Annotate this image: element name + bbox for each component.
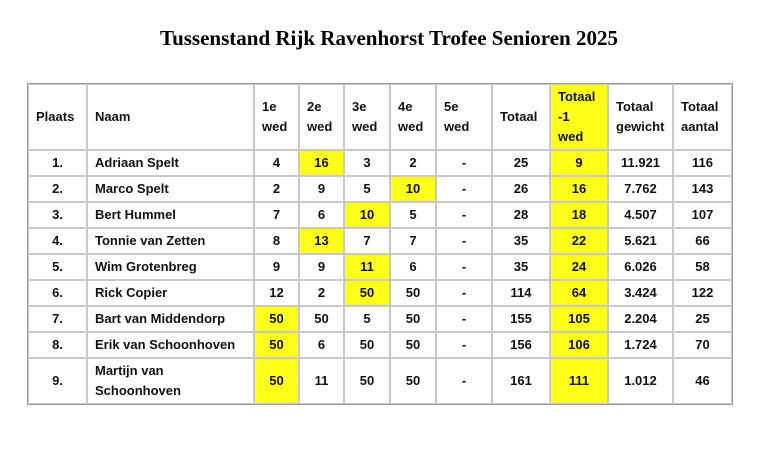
cell-wed-4: 6 — [390, 254, 436, 280]
cell-naam: Bart van Middendorp — [87, 306, 254, 332]
cell-totaal: 155 — [492, 306, 550, 332]
header-totaal-gewicht: Totaal gewicht — [608, 84, 673, 150]
cell-aantal: 70 — [673, 332, 732, 358]
cell-wed-5: - — [436, 228, 492, 254]
cell-wed-4: 50 — [390, 332, 436, 358]
cell-wed-3: 5 — [344, 176, 390, 202]
cell-gewicht: 1.012 — [608, 358, 673, 404]
cell-naam: Bert Hummel — [87, 202, 254, 228]
cell-naam: Tonnie van Zetten — [87, 228, 254, 254]
cell-aantal: 66 — [673, 228, 732, 254]
cell-totaal: 35 — [492, 254, 550, 280]
cell-wed-2: 9 — [299, 176, 344, 202]
header-plaats: Plaats — [28, 84, 87, 150]
cell-plaats: 6. — [28, 280, 87, 306]
cell-wed-4: 50 — [390, 358, 436, 404]
header-totaal-aantal: Totaal aantal — [673, 84, 732, 150]
cell-wed-3: 50 — [344, 332, 390, 358]
cell-wed-2: 11 — [299, 358, 344, 404]
cell-plaats: 1. — [28, 150, 87, 176]
cell-wed-3: 10 — [344, 202, 390, 228]
cell-wed-1: 50 — [254, 306, 299, 332]
cell-wed-1: 8 — [254, 228, 299, 254]
cell-wed-5: - — [436, 202, 492, 228]
cell-totaal-min1: 22 — [550, 228, 608, 254]
cell-gewicht: 4.507 — [608, 202, 673, 228]
cell-wed-1: 50 — [254, 358, 299, 404]
cell-naam: Adriaan Spelt — [87, 150, 254, 176]
cell-wed-5: - — [436, 254, 492, 280]
header-wed-1: 1e wed — [254, 84, 299, 150]
header-totaal-min1: Totaal -1 wed — [550, 84, 608, 150]
cell-totaal-min1: 64 — [550, 280, 608, 306]
cell-wed-5: - — [436, 358, 492, 404]
table-row — [28, 358, 732, 404]
cell-plaats: 2. — [28, 176, 87, 202]
cell-plaats: 4. — [28, 228, 87, 254]
header-naam: Naam — [87, 84, 254, 150]
cell-totaal-min1: 111 — [550, 358, 608, 404]
cell-aantal: 143 — [673, 176, 732, 202]
cell-wed-2: 6 — [299, 332, 344, 358]
cell-wed-2: 16 — [299, 150, 344, 176]
cell-totaal-min1: 16 — [550, 176, 608, 202]
cell-totaal: 35 — [492, 228, 550, 254]
cell-wed-1: 50 — [254, 332, 299, 358]
cell-wed-5: - — [436, 280, 492, 306]
cell-wed-1: 2 — [254, 176, 299, 202]
cell-wed-1: 4 — [254, 150, 299, 176]
table-row — [28, 202, 732, 228]
header-wed-5: 5e wed — [436, 84, 492, 150]
cell-totaal: 161 — [492, 358, 550, 404]
cell-plaats: 5. — [28, 254, 87, 280]
cell-totaal-min1: 9 — [550, 150, 608, 176]
cell-wed-2: 9 — [299, 254, 344, 280]
cell-totaal: 25 — [492, 150, 550, 176]
cell-totaal-min1: 24 — [550, 254, 608, 280]
cell-naam: Marco Spelt — [87, 176, 254, 202]
header-wed-3: 3e wed — [344, 84, 390, 150]
cell-gewicht: 5.621 — [608, 228, 673, 254]
cell-wed-3: 50 — [344, 358, 390, 404]
cell-wed-5: - — [436, 150, 492, 176]
cell-wed-4: 7 — [390, 228, 436, 254]
cell-plaats: 7. — [28, 306, 87, 332]
cell-totaal: 156 — [492, 332, 550, 358]
table-row — [28, 254, 732, 280]
cell-aantal: 46 — [673, 358, 732, 404]
standings-table — [27, 83, 733, 405]
cell-naam: Erik van Schoonhoven — [87, 332, 254, 358]
cell-gewicht: 7.762 — [608, 176, 673, 202]
cell-plaats: 3. — [28, 202, 87, 228]
cell-wed-5: - — [436, 332, 492, 358]
cell-wed-3: 7 — [344, 228, 390, 254]
cell-gewicht: 1.724 — [608, 332, 673, 358]
cell-wed-5: - — [436, 176, 492, 202]
cell-wed-4: 5 — [390, 202, 436, 228]
cell-totaal: 26 — [492, 176, 550, 202]
page-title: Tussenstand Rijk Ravenhorst Trofee Senioren 2025 — [160, 26, 618, 50]
cell-wed-4: 50 — [390, 280, 436, 306]
cell-wed-2: 6 — [299, 202, 344, 228]
cell-gewicht: 3.424 — [608, 280, 673, 306]
cell-wed-2: 50 — [299, 306, 344, 332]
cell-wed-3: 50 — [344, 280, 390, 306]
cell-wed-2: 13 — [299, 228, 344, 254]
table-row — [28, 228, 732, 254]
cell-naam: Wim Grotenbreg — [87, 254, 254, 280]
cell-aantal: 58 — [673, 254, 732, 280]
cell-totaal: 28 — [492, 202, 550, 228]
cell-wed-3: 3 — [344, 150, 390, 176]
cell-naam: Martijn van Schoonhoven — [87, 358, 254, 404]
header-row — [28, 84, 732, 150]
table-row — [28, 280, 732, 306]
cell-totaal-min1: 18 — [550, 202, 608, 228]
table-row — [28, 176, 732, 202]
cell-totaal: 114 — [492, 280, 550, 306]
table-row — [28, 332, 732, 358]
cell-wed-1: 9 — [254, 254, 299, 280]
cell-aantal: 107 — [673, 202, 732, 228]
cell-wed-2: 2 — [299, 280, 344, 306]
cell-aantal: 122 — [673, 280, 732, 306]
cell-wed-5: - — [436, 306, 492, 332]
cell-gewicht: 11.921 — [608, 150, 673, 176]
table-row — [28, 150, 732, 176]
cell-wed-4: 10 — [390, 176, 436, 202]
cell-gewicht: 2.204 — [608, 306, 673, 332]
cell-naam: Rick Copier — [87, 280, 254, 306]
header-wed-2: 2e wed — [299, 84, 344, 150]
cell-aantal: 25 — [673, 306, 732, 332]
cell-wed-3: 5 — [344, 306, 390, 332]
cell-plaats: 8. — [28, 332, 87, 358]
cell-totaal-min1: 105 — [550, 306, 608, 332]
header-totaal: Totaal — [492, 84, 550, 150]
header-wed-4: 4e wed — [390, 84, 436, 150]
cell-wed-1: 7 — [254, 202, 299, 228]
table-row — [28, 306, 732, 332]
cell-plaats: 9. — [28, 358, 87, 404]
cell-aantal: 116 — [673, 150, 732, 176]
cell-wed-4: 50 — [390, 306, 436, 332]
cell-totaal-min1: 106 — [550, 332, 608, 358]
cell-wed-4: 2 — [390, 150, 436, 176]
cell-wed-3: 11 — [344, 254, 390, 280]
cell-wed-1: 12 — [254, 280, 299, 306]
cell-gewicht: 6.026 — [608, 254, 673, 280]
